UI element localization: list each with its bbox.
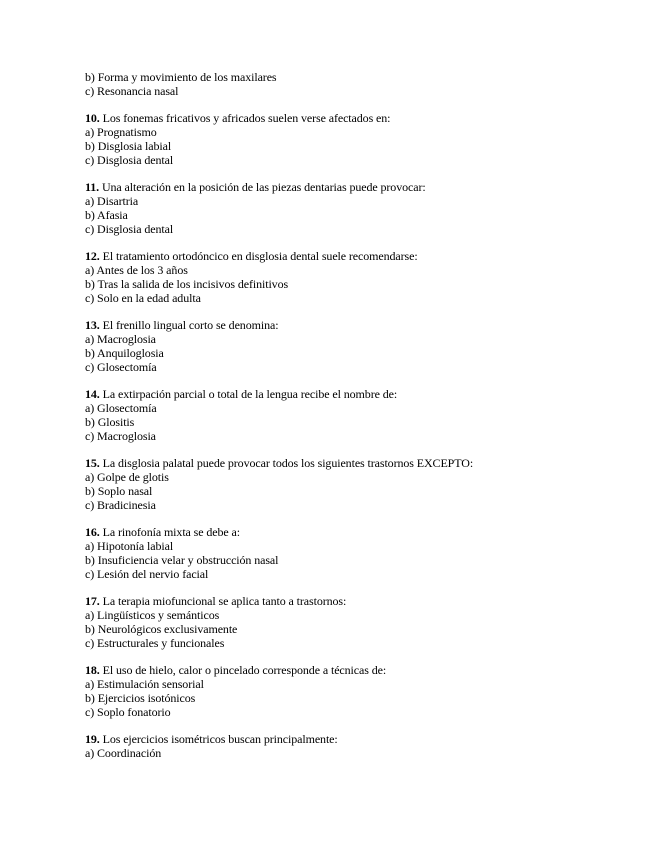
option-text: a) Antes de los 3 años: [85, 263, 188, 277]
question-number: 17.: [85, 594, 100, 608]
option-text: a) Coordinación: [85, 746, 162, 760]
option-text: a) Lingüísticos y semánticos: [85, 608, 220, 622]
option-text: c) Bradicinesia: [85, 498, 156, 512]
option-text: c) Solo en la edad adulta: [85, 291, 201, 305]
question-stem: [85, 594, 625, 608]
question-number: 13.: [85, 318, 100, 332]
option-text: b) Anquiloglosia: [85, 346, 164, 360]
question-stem: [85, 180, 625, 194]
question-stem: [85, 249, 625, 263]
question-text: La rinofonía mixta se debe a:: [102, 525, 240, 539]
option-text: b) Tras la salida de los incisivos definitivos: [85, 277, 289, 291]
document-page: [85, 70, 625, 773]
question-number: 19.: [85, 732, 100, 746]
question-stem: [85, 663, 625, 677]
question-text: La extirpación parcial o total de la lengua recibe el nombre de:: [102, 387, 398, 401]
question-text: El uso de hielo, calor o pincelado corresponde a técnicas de:: [102, 663, 387, 677]
question-number: 18.: [85, 663, 100, 677]
option-text: c) Soplo fonatorio: [85, 705, 171, 719]
question-stem: [85, 456, 625, 470]
option-text: a) Estimulación sensorial: [85, 677, 204, 691]
option-text: b) Neurológicos exclusivamente: [85, 622, 238, 636]
question-number: 14.: [85, 387, 100, 401]
question-stem: [85, 318, 625, 332]
question-block: [85, 525, 625, 581]
option-text: b) Afasia: [85, 208, 128, 222]
question-text: El tratamiento ortodóncico en disglosia dental suele recomendarse:: [102, 249, 418, 263]
option-text: a) Prognatismo: [85, 125, 157, 139]
option-text: b) Glositis: [85, 415, 135, 429]
question-block: [85, 594, 625, 650]
question-text: Los fonemas fricativos y africados suelen verse afectados en:: [102, 111, 391, 125]
option-text: c) Macroglosia: [85, 429, 156, 443]
question-block: [85, 180, 625, 236]
option-text: c) Disglosia dental: [85, 153, 174, 167]
option-text: a) Macroglosia: [85, 332, 156, 346]
option-text: a) Golpe de glotis: [85, 470, 169, 484]
question-stem: [85, 111, 625, 125]
question-block: [85, 387, 625, 443]
option-text: c) Resonancia nasal: [85, 84, 179, 98]
question-block: [85, 456, 625, 512]
continuation-block: [85, 70, 625, 98]
option-text: b) Insuficiencia velar y obstrucción nasal: [85, 553, 279, 567]
question-list: [85, 111, 625, 760]
option-text: c) Disglosia dental: [85, 222, 174, 236]
option-text: b) Ejercicios isotónicos: [85, 691, 196, 705]
option-text: c) Lesión del nervio facial: [85, 567, 209, 581]
question-stem: [85, 525, 625, 539]
option-text: b) Soplo nasal: [85, 484, 153, 498]
option-text: c) Estructurales y funcionales: [85, 636, 225, 650]
question-text: La disglosia palatal puede provocar todos los siguientes trastornos EXCEPTO:: [102, 456, 474, 470]
question-number: 16.: [85, 525, 100, 539]
option-text: a) Glosectomía: [85, 401, 157, 415]
question-block: [85, 318, 625, 374]
question-text: El frenillo lingual corto se denomina:: [102, 318, 279, 332]
question-block: [85, 732, 625, 760]
option-text: a) Hipotonía labial: [85, 539, 174, 553]
question-stem: [85, 732, 625, 746]
question-stem: [85, 387, 625, 401]
question-text: Los ejercicios isométricos buscan principalmente:: [102, 732, 338, 746]
question-number: 12.: [85, 249, 100, 263]
question-block: [85, 249, 625, 305]
question-number: 15.: [85, 456, 100, 470]
option-text: c) Glosectomía: [85, 360, 157, 374]
question-block: [85, 663, 625, 719]
question-number: 10.: [85, 111, 100, 125]
option-text: b) Disglosia labial: [85, 139, 172, 153]
question-block: [85, 111, 625, 167]
question-text: Una alteración en la posición de las piezas dentarias puede provocar:: [101, 180, 426, 194]
option-text: b) Forma y movimiento de los maxilares: [85, 70, 277, 84]
option-text: a) Disartria: [85, 194, 139, 208]
question-number: 11.: [85, 180, 100, 194]
question-text: La terapia miofuncional se aplica tanto a trastornos:: [102, 594, 347, 608]
